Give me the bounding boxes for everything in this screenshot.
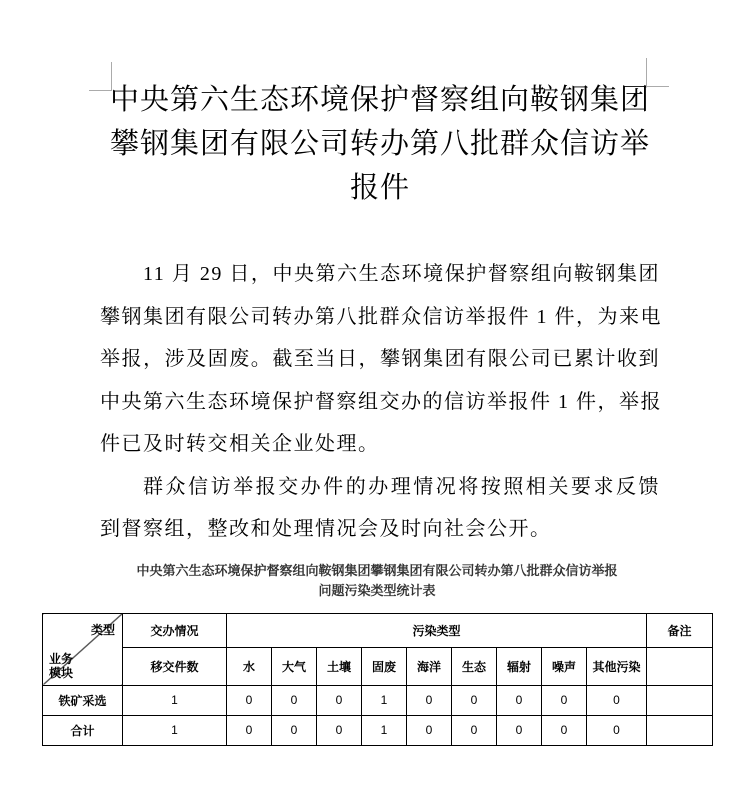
header-ocean: 海洋 [407,647,452,685]
corner-label-module [49,652,73,680]
body-line: 11 月 29 日，中央第六生态环境保护督察组向鞍钢集团 [143,263,660,285]
cell-value: 0 [272,715,317,745]
table-header-row-1 [43,613,713,647]
cell-value: 0 [452,685,497,715]
cell-value: 0 [542,685,587,715]
title-line: 报件 [349,172,410,204]
cell-value: 1 [362,715,407,745]
row-label: 铁矿采选 [43,685,123,715]
document-body [100,253,660,551]
header-handover: 交办情况 [123,613,227,647]
body-line: 攀钢集团有限公司转办第八批群众信访举报件 1 件，为来电 [100,305,662,328]
cell-value: 0 [497,685,542,715]
cell-value: 0 [317,685,362,715]
title-line: 中央第六生态环境保护督察组向鞍钢集团 [109,84,650,116]
table-header-row-2 [43,647,713,685]
header-solid-waste: 固废 [362,647,407,685]
cell-value: 0 [587,715,647,745]
header-air: 大气 [272,647,317,685]
table-caption-line: 问题污染类型统计表 [318,582,436,598]
cell-value: 0 [497,715,542,745]
body-line: 中央第六生态环境保护督察组交办的信访举报件 1 件，举报 [100,390,662,413]
header-note: 备注 [647,613,713,647]
corner-label-module-line: 模块 [49,665,74,680]
body-line: 举报，涉及固废。截至当日，攀钢集团有限公司已累计收到 [100,348,660,370]
header-note-empty-cell [647,647,713,685]
cell-value: 1 [123,715,227,745]
title-line: 攀钢集团有限公司转办第八批群众信访举 [109,128,650,160]
table-caption [42,561,712,601]
body-line: 到督察组，整改和处理情况会及时向社会公开。 [100,518,552,540]
header-radiation: 辐射 [497,647,542,685]
body-line: 群众信访举报交办件的办理情况将按照相关要求反馈 [143,475,660,498]
paragraph [100,466,660,551]
header-other-pollution: 其他污染 [587,647,647,685]
cell-value: 0 [272,685,317,715]
cell-value: 1 [123,685,227,715]
header-ecology: 生态 [452,647,497,685]
corner-label-type: 类型 [90,622,115,637]
margin-mark-top-left-icon [89,62,112,91]
table-corner-cell [43,613,123,685]
body-line: 件已及时转交相关企业处理。 [100,433,380,455]
paragraph [100,253,660,466]
cell-value: 0 [227,715,272,745]
cell-value: 0 [227,685,272,715]
table-caption-line: 中央第六生态环境保护督察组向鞍钢集团攀钢集团有限公司转办第八批群众信访举报 [136,562,618,578]
cell-value: 0 [407,685,452,715]
cell-value: 0 [587,685,647,715]
corner-label-module-line: 业务 [49,651,74,666]
cell-value: 0 [317,715,362,745]
margin-mark-top-right-icon [646,58,669,87]
cell-note [647,685,713,715]
header-transferred-count: 移交件数 [123,647,227,685]
cell-value: 0 [452,715,497,745]
row-label: 合计 [43,715,123,745]
cell-value: 1 [362,685,407,715]
cell-value: 0 [407,715,452,745]
document-title [100,0,660,210]
table-row [43,715,713,745]
pollution-type-stats-table [42,613,713,746]
header-soil: 土壤 [317,647,362,685]
table-row [43,685,713,715]
cell-value: 0 [542,715,587,745]
header-pollution-type: 污染类型 [227,613,647,647]
cell-note [647,715,713,745]
header-water: 水 [227,647,272,685]
header-noise: 噪声 [542,647,587,685]
